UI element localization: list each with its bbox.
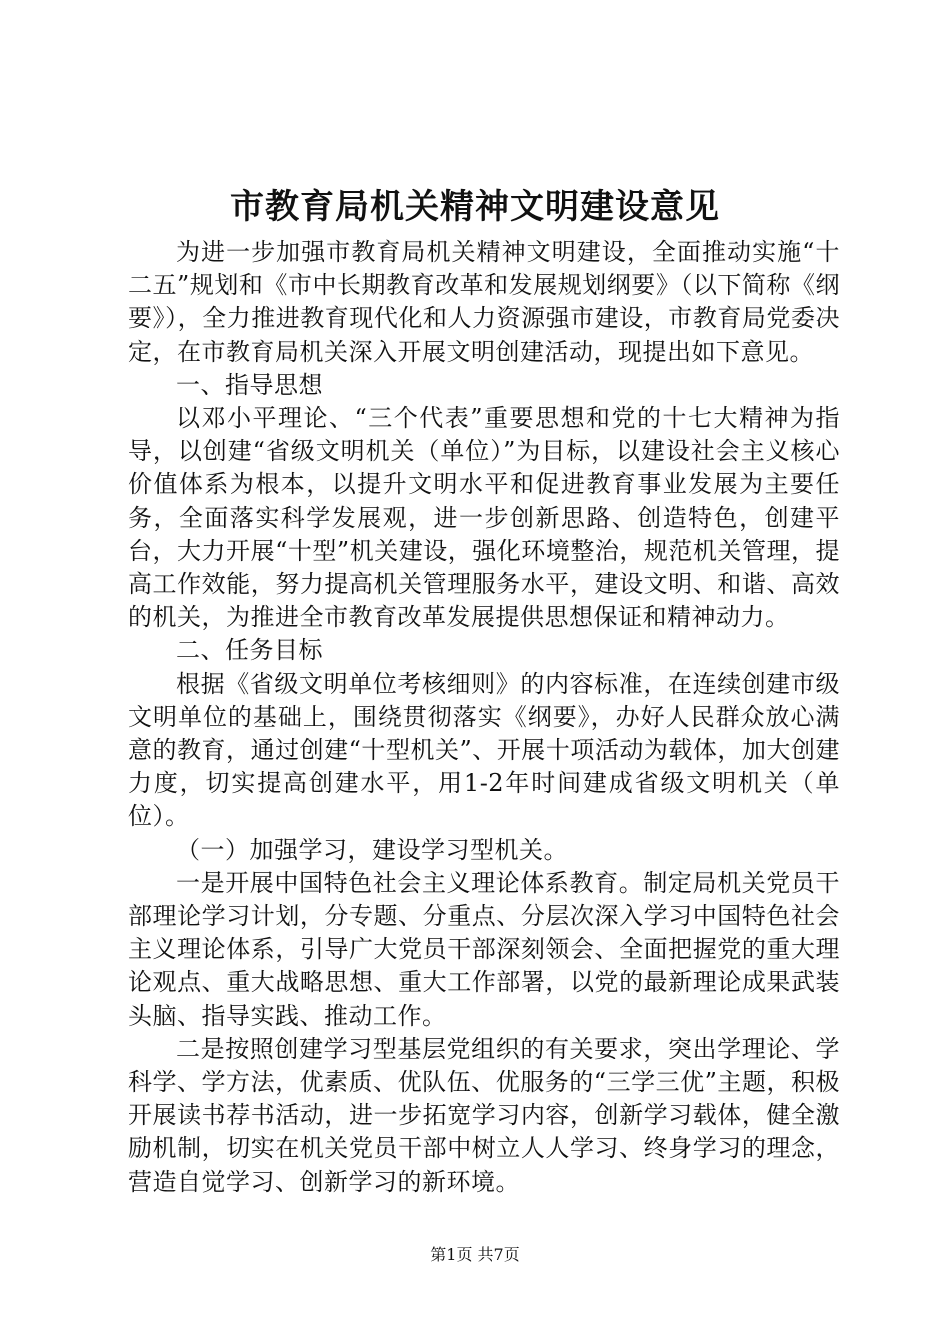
section-heading-task-goals: 二、任务目标 [176,636,323,665]
paragraph-intro: 为进一步加强市教育局机关精神文明建设，全面推动实施“十二五”规划和《市中长期教育改革和发展规划纲要》（以下简称《纲要》），全力推进教育现代化和人力资源强市建设，市教育局党委决定，在市教育局机关深入开展文明创建活动，现提出如下意见。 [128,238,840,366]
subsection-heading-learning: （一）加强学习，建设学习型机关。 [176,835,568,864]
section-heading-guiding-thought: 一、指导思想 [176,370,323,399]
document-title: 市教育局机关精神文明建设意见 [230,187,720,227]
document-body [128,236,840,1199]
page-footer: 第1页 共7页 [430,1245,520,1264]
paragraph-guiding-thought: 以邓小平理论、“三个代表”重要思想和党的十七大精神为指导，以创建“省级文明机关（单位）”为目标，以建设社会主义核心价值体系为根本，以提升文明水平和促进教育事业发展为主要任务，全面落实科学发展观，进一步创新思路、创造特色，创建平台，大力开展“十型”机关建设，强化环境整治，规范机关管理，提高工作效能，努力提高机关管理服务水平，建设文明、和谐、高效的机关，为推进全市教育改革发展提供思想保证和精神动力。 [128,404,840,632]
paragraph-item-one: 一是开展中国特色社会主义理论体系教育。制定局机关党员干部理论学习计划，分专题、分重点、分层次深入学习中国特色社会主义理论体系，引导广大党员干部深刻领会、全面把握党的重大理论观点、重大战略思想、重大工作部署，以党的最新理论成果武装头脑、指导实践、推动工作。 [128,868,840,1030]
paragraph-item-two: 二是按照创建学习型基层党组织的有关要求，突出学理论、学科学、学方法，优素质、优队伍、优服务的“三学三优”主题，积极开展读书荐书活动，进一步拓宽学习内容，创新学习载体，健全激励机制，切实在机关党员干部中树立人人学习、终身学习的理念，营造自觉学习、创新学习的新环境。 [128,1034,840,1196]
paragraph-task-goals: 根据《省级文明单位考核细则》的内容标准，在连续创建市级文明单位的基础上，围绕贯彻落实《纲要》，办好人民群众放心满意的教育，通过创建“十型机关”、开展十项活动为载体，加大创建力度，切实提高创建水平，用1-2年时间建成省级文明机关（单位）。 [128,669,840,831]
